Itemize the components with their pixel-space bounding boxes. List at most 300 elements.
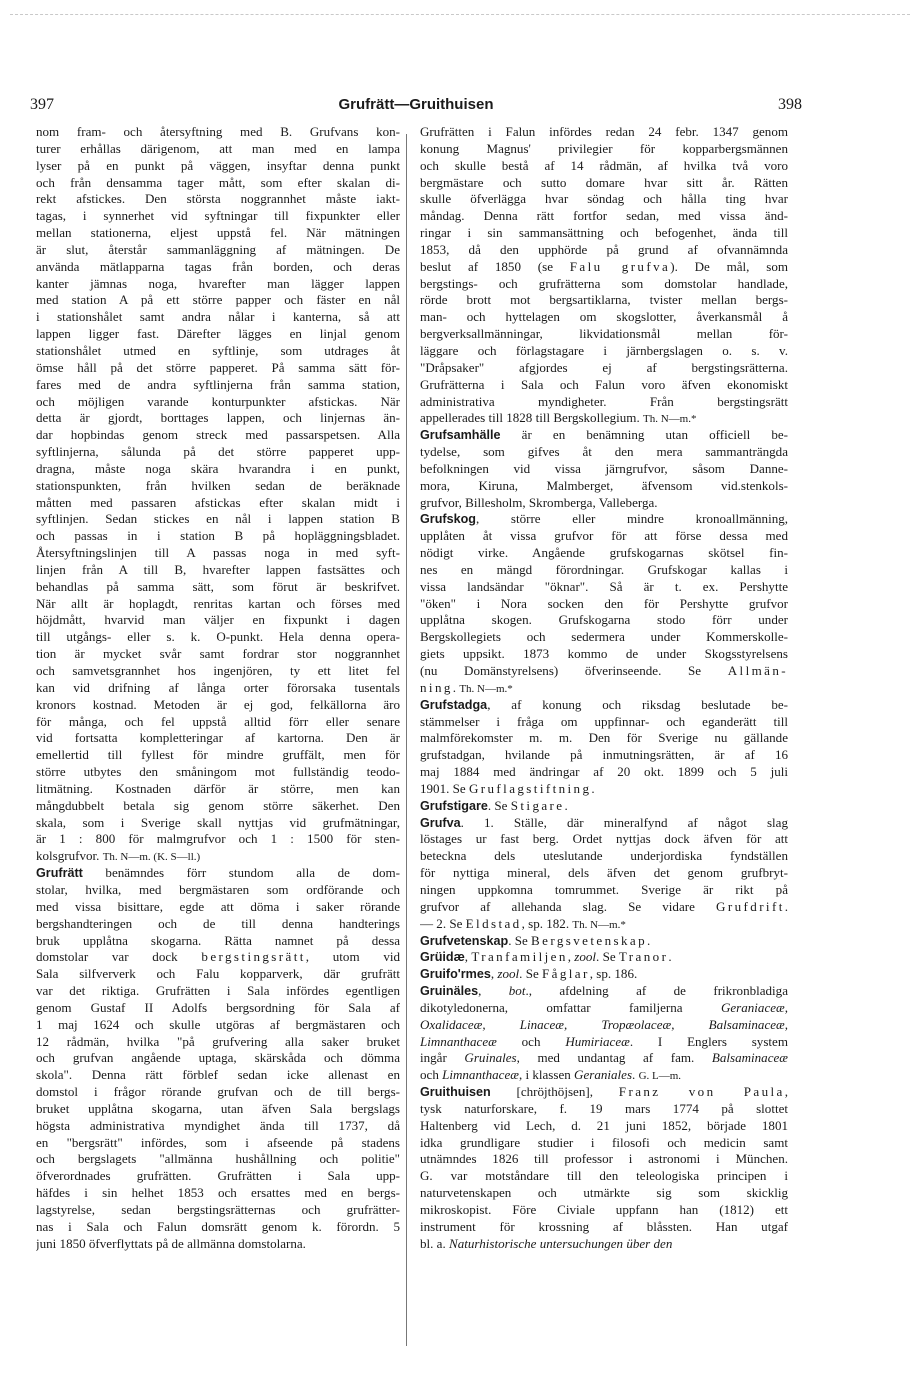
text-line	[36, 242, 400, 259]
text-segment: bruket upplåtna skogarna, utan äfven Sala bergslags	[36, 1100, 400, 1116]
text-segment: idka grundligare studier i filosofi och medicin samt	[420, 1134, 788, 1150]
text-segment: "öken" i Nora socken den för Pershytte grufvor	[420, 595, 788, 611]
text-segment: fares med de andra syftlinjerna från samma station,	[36, 376, 400, 392]
text-line	[36, 191, 400, 208]
text-line	[420, 1135, 788, 1152]
text-line	[420, 292, 788, 309]
text-line	[420, 1185, 788, 1202]
text-line	[36, 933, 400, 950]
entry-headword: Grufstadga	[420, 697, 488, 712]
text-line	[420, 444, 788, 461]
text-segment: stolar, hvilka, med bergmästaren som ordförande och	[36, 881, 400, 897]
entry-headword: Grufrätt	[36, 866, 83, 881]
text-segment: dikotyledonerna, omfattar familjerna	[420, 999, 721, 1015]
text-segment: stationspunkten, från hvilken sedan de beräknade	[36, 477, 400, 493]
text-segment: litmätning. Kostnaden därför är större, men kan	[36, 780, 400, 796]
text-line	[420, 1101, 788, 1118]
text-line	[420, 949, 788, 966]
entry-headword: Grufva	[420, 815, 461, 830]
text-line	[36, 1185, 400, 1202]
text-line	[420, 1084, 788, 1101]
text-line	[420, 983, 788, 1000]
text-line	[36, 596, 400, 613]
text-segment: lappen ligger fast. Därefter lägges en linjal genom	[36, 326, 400, 342]
text-segment: , med undantag af fam.	[516, 1050, 712, 1066]
entry-headword: Gruithuisen	[420, 1085, 491, 1100]
text-line	[420, 478, 788, 495]
text-segment: Tranor	[618, 949, 669, 965]
text-line	[36, 545, 400, 562]
text-segment: Tranfamiljen	[471, 949, 568, 965]
text-line	[420, 1017, 788, 1034]
text-segment: ingår	[420, 1050, 465, 1066]
text-segment: Eldstad	[465, 915, 522, 931]
text-line	[36, 1219, 400, 1236]
text-line	[420, 1236, 788, 1253]
text-line	[36, 1084, 400, 1101]
page-header	[30, 96, 802, 118]
text-line	[420, 562, 788, 579]
text-line	[36, 1017, 400, 1034]
text-segment: beslut af 1850 (se	[420, 258, 570, 274]
text-line	[36, 276, 400, 293]
text-line	[420, 865, 788, 882]
text-line	[36, 175, 400, 192]
text-segment: .	[452, 679, 460, 695]
text-line	[420, 309, 788, 326]
text-line	[36, 394, 400, 411]
author-signature: Th. N—m.*	[459, 682, 513, 695]
text-line	[36, 781, 400, 798]
text-line	[420, 747, 788, 764]
text-line	[36, 124, 400, 141]
text-segment: emellertid till fyllest för mindre gruffält, men för	[36, 747, 400, 763]
text-segment: .	[647, 932, 651, 948]
text-segment: mora, Kiruna, Malmberget, äfvensom vid.stenkols-	[420, 477, 788, 493]
text-line	[36, 208, 400, 225]
text-line	[420, 208, 788, 225]
text-segment: , i klassen	[518, 1067, 575, 1083]
text-segment: kolsgrufvor.	[36, 848, 103, 864]
right-column	[420, 124, 788, 1253]
text-segment: Fåglar	[542, 966, 590, 982]
text-line	[36, 865, 400, 882]
text-line	[420, 680, 788, 697]
text-line	[36, 292, 400, 309]
page-number-right: 398	[778, 96, 802, 113]
author-signature: G. L—m.	[638, 1070, 682, 1083]
text-segment: konung Magnus' privilegier för kopparbergsmännen	[420, 140, 788, 156]
text-line	[36, 815, 400, 832]
text-segment: en "bergsrätt" infördes, som i afseende på stadens	[36, 1134, 400, 1150]
text-segment: . Se	[508, 932, 532, 948]
text-segment: skola". Denna rätt förblef sedan icke allenast en	[36, 1067, 400, 1083]
text-segment: , större eller mindre kronoallmänning,	[475, 511, 788, 527]
text-segment: . 1. Ställe, där mineralfynd af något slag	[460, 814, 788, 830]
text-line	[36, 612, 400, 629]
text-line	[36, 259, 400, 276]
text-segment: vid fortsatta kompletteringar af kartorna. Den är	[36, 730, 400, 746]
text-line	[420, 276, 788, 293]
text-segment: Geraniaceæ,	[720, 999, 788, 1015]
text-line	[36, 1168, 400, 1185]
text-segment: och passas in i station B på hopläggningsbladet.	[36, 528, 400, 544]
text-segment: ,	[490, 966, 498, 982]
text-line	[36, 629, 400, 646]
text-segment: giets uppsikt. 1873 kommo de under Skogsstyrelsens	[420, 646, 788, 662]
text-segment: ömse håll på det större papperet. På samma sätt för-	[36, 359, 400, 375]
text-segment: administrativa myndigheter. Från bergstingsrätt	[420, 393, 788, 409]
text-line	[420, 798, 788, 815]
text-line	[36, 949, 400, 966]
text-segment: skala, som i Sverige skall nyttjas vid grufmätningar,	[36, 814, 400, 830]
text-line	[36, 730, 400, 747]
text-line	[420, 394, 788, 411]
text-segment: turer erhållas därigenom, att man med en lampa	[36, 140, 400, 156]
text-segment: Grufdrift	[716, 898, 785, 914]
text-segment: nes en mängd förordningar. Grufskogar kallas i	[420, 561, 788, 577]
text-segment: instrument för krossning af blåssten. Han utgaf	[420, 1218, 788, 1234]
text-segment: — 2. Se	[420, 915, 466, 931]
text-segment: tion är mycket svår samt fordrar stor noggrannhet	[36, 646, 400, 662]
text-line	[420, 966, 788, 983]
text-segment: 1901. Se	[420, 780, 469, 796]
text-segment: ,	[464, 949, 472, 965]
text-line	[420, 427, 788, 444]
text-segment: appellerades till 1828 till Bergskollegium.	[420, 410, 643, 426]
text-segment: .	[668, 949, 672, 965]
text-line	[420, 1034, 788, 1051]
text-segment: nas i Sala och Falun domsrätt genom k. förordn. 5	[36, 1218, 400, 1234]
text-segment: för nyttiga mineral, dels äfven det genom grufbryt-	[420, 865, 788, 881]
text-segment: genom Gustaf II Adolfs bergsordning för Sala af	[36, 999, 400, 1015]
text-segment: upplåten åt vissa grufvor för att förse dessa med	[420, 528, 788, 544]
text-line	[420, 781, 788, 798]
text-line	[420, 714, 788, 731]
text-segment: domstol i frågor rörande grufvan och de till bergs-	[36, 1084, 400, 1100]
text-line	[36, 966, 400, 983]
text-line	[420, 360, 788, 377]
text-segment: stämmelser i fråga om uppfinnar- och eganderätt till	[420, 713, 788, 729]
text-segment: Falu grufva	[569, 258, 671, 274]
text-line	[36, 899, 400, 916]
text-segment: större utbytes den småningom mot fullständig teodo-	[36, 764, 400, 780]
text-segment: tysk naturforskare, f. 19 mars 1774 på slottet	[420, 1100, 788, 1116]
text-line	[420, 377, 788, 394]
text-line	[420, 124, 788, 141]
text-line	[36, 714, 400, 731]
text-segment: 12 rådmän, hvilka "på grufvering alla saker bruket	[36, 1033, 400, 1049]
text-line	[420, 848, 788, 865]
entry-headword: Grufvetenskap	[420, 933, 509, 948]
text-segment: , utom vid	[305, 949, 400, 965]
text-line	[36, 1101, 400, 1118]
text-segment: syftlinjen. Sedan stickes en nål i lappen station B	[36, 511, 400, 527]
text-segment: och möjligen varande konturpunkter afstickas. När	[36, 393, 400, 409]
text-segment: mikroskopist. Före Civiale uppfann han (1812) ett	[420, 1202, 788, 1217]
text-segment: zool	[497, 966, 520, 982]
text-segment: benämndes förr stundom alla de dom-	[82, 865, 400, 881]
text-line	[420, 916, 788, 933]
text-segment: zool	[574, 949, 597, 965]
text-line	[36, 444, 400, 461]
text-line	[36, 848, 400, 865]
text-segment: Gruinales	[464, 1050, 517, 1066]
text-segment: i stationshålet samt andra nålar i kanterna, så att	[36, 309, 400, 325]
entry-headword: Grufstigare	[420, 798, 488, 813]
text-segment: maj 1884 med ändringar af 20 okt. 1899 och 5 juli	[420, 764, 788, 780]
text-line	[420, 933, 788, 950]
text-line	[420, 831, 788, 848]
text-segment: häfdes i sin helhet 1853 och ersattes med en bergs-	[36, 1185, 400, 1201]
text-line	[36, 1202, 400, 1219]
text-segment: syftlinjerna, sålunda på det större papperet upp-	[36, 444, 400, 460]
text-segment: var det riktiga. Grufrätten i Sala infördes egentligen	[36, 983, 400, 999]
text-line	[36, 478, 400, 495]
text-line	[36, 343, 400, 360]
text-line	[36, 141, 400, 158]
text-line	[420, 343, 788, 360]
text-line	[36, 697, 400, 714]
entry-headword: Grufsamhälle	[420, 428, 501, 443]
entry-headword: Grüidæ	[420, 950, 465, 965]
text-line	[420, 579, 788, 596]
text-line	[36, 798, 400, 815]
text-segment: Allmän-	[727, 663, 788, 678]
scan-top-rule	[10, 14, 910, 15]
text-segment: dragna, måste noga skära hvarandra i en punkt,	[36, 460, 400, 476]
text-line	[36, 882, 400, 899]
text-segment: Stigare	[510, 797, 565, 813]
text-line	[420, 1118, 788, 1135]
text-segment: bergmästare och sutto domare hvar sitt år. Rätten	[420, 174, 788, 190]
text-segment: linjen från A till B, hvarefter lappen fastsättes och	[36, 561, 400, 577]
text-line	[36, 225, 400, 242]
text-line	[36, 747, 400, 764]
text-segment: skulle öfverlägga hvar söndag och hålla ting hvar	[420, 191, 788, 207]
text-segment: 1 maj 1624 och skulle utgöras af bergmästaren och	[36, 1016, 400, 1032]
text-segment: Haltenberg vid Lech, d. 21 juni 1852, började 1801	[420, 1117, 788, 1133]
text-line	[420, 663, 788, 680]
text-segment: Naturhistorische untersuchungen über den	[449, 1235, 673, 1251]
text-segment: använda mätlapparna tagas från borden, och deras	[36, 258, 400, 274]
text-segment: .	[632, 1067, 639, 1083]
text-line	[36, 1067, 400, 1084]
text-line	[420, 1202, 788, 1219]
text-segment: , sp. 182.	[521, 915, 573, 931]
text-segment: och	[496, 1033, 566, 1049]
text-line	[420, 882, 788, 899]
text-line	[36, 680, 400, 697]
text-line	[420, 225, 788, 242]
text-segment: . I Englers system	[629, 1033, 788, 1049]
text-line	[420, 899, 788, 916]
text-line	[36, 1135, 400, 1152]
text-line	[420, 158, 788, 175]
entry-headword: Gruinäles	[420, 984, 479, 999]
text-segment: är slut, återstår sammanläggning af mätningen. De	[36, 241, 400, 257]
text-line	[420, 1067, 788, 1084]
text-line	[36, 831, 400, 848]
text-line	[36, 579, 400, 596]
text-line	[420, 528, 788, 545]
text-line	[420, 410, 788, 427]
text-segment: grufvor, Billesholm, Skromberga, Valleberga.	[420, 494, 658, 510]
text-segment: Bergsvetenskap	[531, 932, 648, 948]
text-segment: kan vid drifning af långa orter förorsaka tusentals	[36, 679, 400, 695]
text-segment: ,	[478, 983, 509, 999]
text-line	[36, 360, 400, 377]
text-segment: kanter jämnas noga, hvarefter man lägger lappen	[36, 275, 400, 291]
text-segment: bl. a.	[420, 1235, 449, 1251]
text-segment: ., afdelning af de frikronbladiga	[525, 983, 788, 999]
text-line	[36, 1236, 400, 1253]
text-segment: Limnanthaceæ	[420, 1033, 497, 1049]
text-segment: löstages ur fast berg. Ordet nyttjas dock äfven för att	[420, 831, 788, 847]
text-line	[420, 511, 788, 528]
text-segment: vissa landsändar "öknar". Så är t. ex. Pershytte	[420, 578, 788, 594]
author-signature: Th. N—m. (K. S—ll.)	[102, 851, 201, 864]
text-line	[36, 511, 400, 528]
text-line	[420, 175, 788, 192]
text-line	[36, 1050, 400, 1067]
author-signature: Th. N—m.*	[572, 918, 626, 931]
text-segment: naturvetenskapen och utmärkte sig som skicklig	[420, 1185, 788, 1201]
text-line	[36, 1151, 400, 1168]
text-line	[420, 629, 788, 646]
text-line	[36, 528, 400, 545]
text-segment: domstolar var dock	[36, 949, 202, 965]
text-line	[420, 191, 788, 208]
text-segment: dar hopbindas genom streck med passarspetsen. Alla	[36, 427, 400, 443]
text-segment: lyser på en punkt på väggen, insyftar denna punkt	[36, 157, 400, 173]
text-line	[420, 242, 788, 259]
text-line	[420, 495, 788, 512]
left-column	[36, 124, 400, 1253]
author-signature: Th. N—m.*	[642, 413, 697, 426]
entry-headword: Grufskog	[420, 512, 476, 527]
text-segment: högsta administrativa myndighet ända till 1737, då	[36, 1117, 400, 1133]
text-segment: (nu Domänstyrelsens) öfverinseende. Se	[420, 663, 728, 678]
text-segment: stationshålet utmed en syftlinje, som utdrages åt	[36, 342, 400, 358]
text-line	[36, 916, 400, 933]
text-segment: "Dråpsaker" afgjordes ej af bergstingsrätterna.	[420, 359, 788, 375]
text-segment: Limnanthaceæ	[442, 1067, 519, 1083]
text-line	[420, 545, 788, 562]
entry-headword: Gruifo'rmes	[420, 967, 491, 982]
text-line	[420, 764, 788, 781]
text-segment: ringar i sin sammansättning och befogenhet, ända till	[420, 225, 788, 241]
text-segment: beteckna dels uteslutande underjordiska fyndställen	[420, 848, 788, 864]
text-line	[36, 410, 400, 427]
text-line	[420, 461, 788, 478]
text-segment: Bergskollegiets och sedermera under Kommerskolle-	[420, 629, 788, 645]
text-line	[420, 815, 788, 832]
text-segment: Franz von Paula	[618, 1084, 785, 1100]
text-segment: är en benämning utan officiell be-	[500, 427, 788, 443]
text-segment: med station A på ett större papper och fäster en nål	[36, 292, 400, 308]
text-segment: , af konung och riksdag beslutade be-	[487, 696, 788, 712]
text-segment: bruk upplåtna skogarna. Rätta namnet på dessa	[36, 932, 400, 948]
column-divider	[406, 134, 407, 1346]
text-line	[420, 612, 788, 629]
text-segment: Grufrätterna i Sala och Falun voro äfven ekonomiskt	[420, 376, 788, 392]
text-segment: och skulle bestå af 14 rådmän, af hvilka två voro	[420, 157, 788, 173]
text-segment: [chröjthöjsen],	[490, 1084, 619, 1100]
text-segment: . Se	[519, 966, 543, 982]
text-line	[36, 1118, 400, 1135]
text-segment: , sp. 186.	[589, 966, 638, 982]
text-segment: ningen uppkomna tomrummet. Sverige är rikt på	[420, 881, 788, 897]
text-segment: upplåtna skogen. Grufskogarna stodo förr under	[420, 612, 788, 628]
text-line	[420, 326, 788, 343]
text-segment: till utgångs- eller s. k. O-punkt. Hela denna opera-	[36, 629, 400, 645]
text-segment: . Se	[596, 949, 619, 965]
text-line	[420, 1168, 788, 1185]
text-line	[36, 983, 400, 1000]
text-segment: Återsyftningslinjen till A passas noga in med syft-	[36, 545, 400, 561]
text-line	[36, 326, 400, 343]
text-segment: bergstingsrätt	[201, 949, 306, 965]
text-segment: bergshandteringen och de till denna handterings	[36, 915, 400, 931]
text-segment: Gruflagstiftning	[468, 780, 592, 796]
text-segment: läggare och förlagstagare i järnbergslagen o. s. v.	[420, 342, 788, 358]
text-segment: Humiriaceæ	[565, 1033, 630, 1049]
text-line	[36, 495, 400, 512]
text-line	[420, 646, 788, 663]
text-segment: 1853, då den upphörde på grund af ofvannämnda	[420, 241, 788, 257]
text-segment: Oxalidaceæ, Linaceæ, Tropæolaceæ, Balsaminaceæ,	[420, 1016, 788, 1032]
text-segment: och	[420, 1067, 443, 1083]
text-segment: Balsaminaceæ	[711, 1050, 788, 1066]
page-number-left: 397	[30, 96, 54, 113]
text-segment: detta är gjordt, borttages lappen, och linjernas än-	[36, 410, 400, 426]
text-line	[420, 259, 788, 276]
text-segment: och samvetsgrannhet hos ingenjören, ty ett litet fel	[36, 663, 400, 678]
text-segment: och från densamma tager mått, som efter skalan di-	[36, 174, 400, 190]
text-line	[420, 1000, 788, 1017]
text-segment: bergverksallmänningar, likvidationsmål mellan för-	[420, 326, 788, 342]
text-segment: och bergslagets "allmänna hushållning och politie"	[36, 1151, 400, 1167]
text-segment: malmförekomster m. m. Den för Sverige nu gällande	[420, 730, 788, 746]
text-segment: befolkningen vid vissa järngrufvor, såsom Danne-	[420, 460, 788, 476]
text-line	[36, 663, 400, 680]
text-segment: Grufrätten i Falun infördes redan 24 febr. 1347 genom	[420, 124, 788, 139]
text-segment: mångdubbelt betala sig genom större säkerhet. Den	[36, 797, 400, 813]
text-line	[36, 646, 400, 663]
text-line	[36, 427, 400, 444]
text-segment: .	[564, 797, 568, 813]
text-segment: juni 1850 öfverflyttats på de allmänna domstolarna.	[36, 1235, 306, 1251]
text-segment: utnämndes 1826 till professor i astronomi i München.	[420, 1151, 788, 1167]
text-line	[36, 562, 400, 579]
text-segment: ,	[567, 949, 575, 965]
text-segment: behandlas på samma sätt, som förut är beskrifvet.	[36, 578, 400, 594]
text-segment: ). De mål, som	[670, 258, 788, 274]
text-segment: När allt är hoplagdt, renritas kartan och förses med	[36, 595, 400, 611]
text-line	[36, 461, 400, 478]
text-line	[36, 1034, 400, 1051]
text-segment: tagas, i synnerhet vid syftningar till fixpunkter eller	[36, 208, 400, 224]
text-line	[36, 158, 400, 175]
text-segment: nödigt virke. Angående grufskogarnas skötsel fin-	[420, 545, 788, 561]
text-segment: mellan stationerna, eljest uppstå fel. När mätningen	[36, 225, 400, 241]
text-line	[420, 697, 788, 714]
text-segment: kronors kostnad. Metoden är ej god, felkällorna äro	[36, 696, 400, 712]
text-line	[36, 1000, 400, 1017]
text-segment: Geraniales	[574, 1067, 633, 1083]
text-segment: tydelse, som gifves åt den mera sammanträngda	[420, 444, 788, 460]
